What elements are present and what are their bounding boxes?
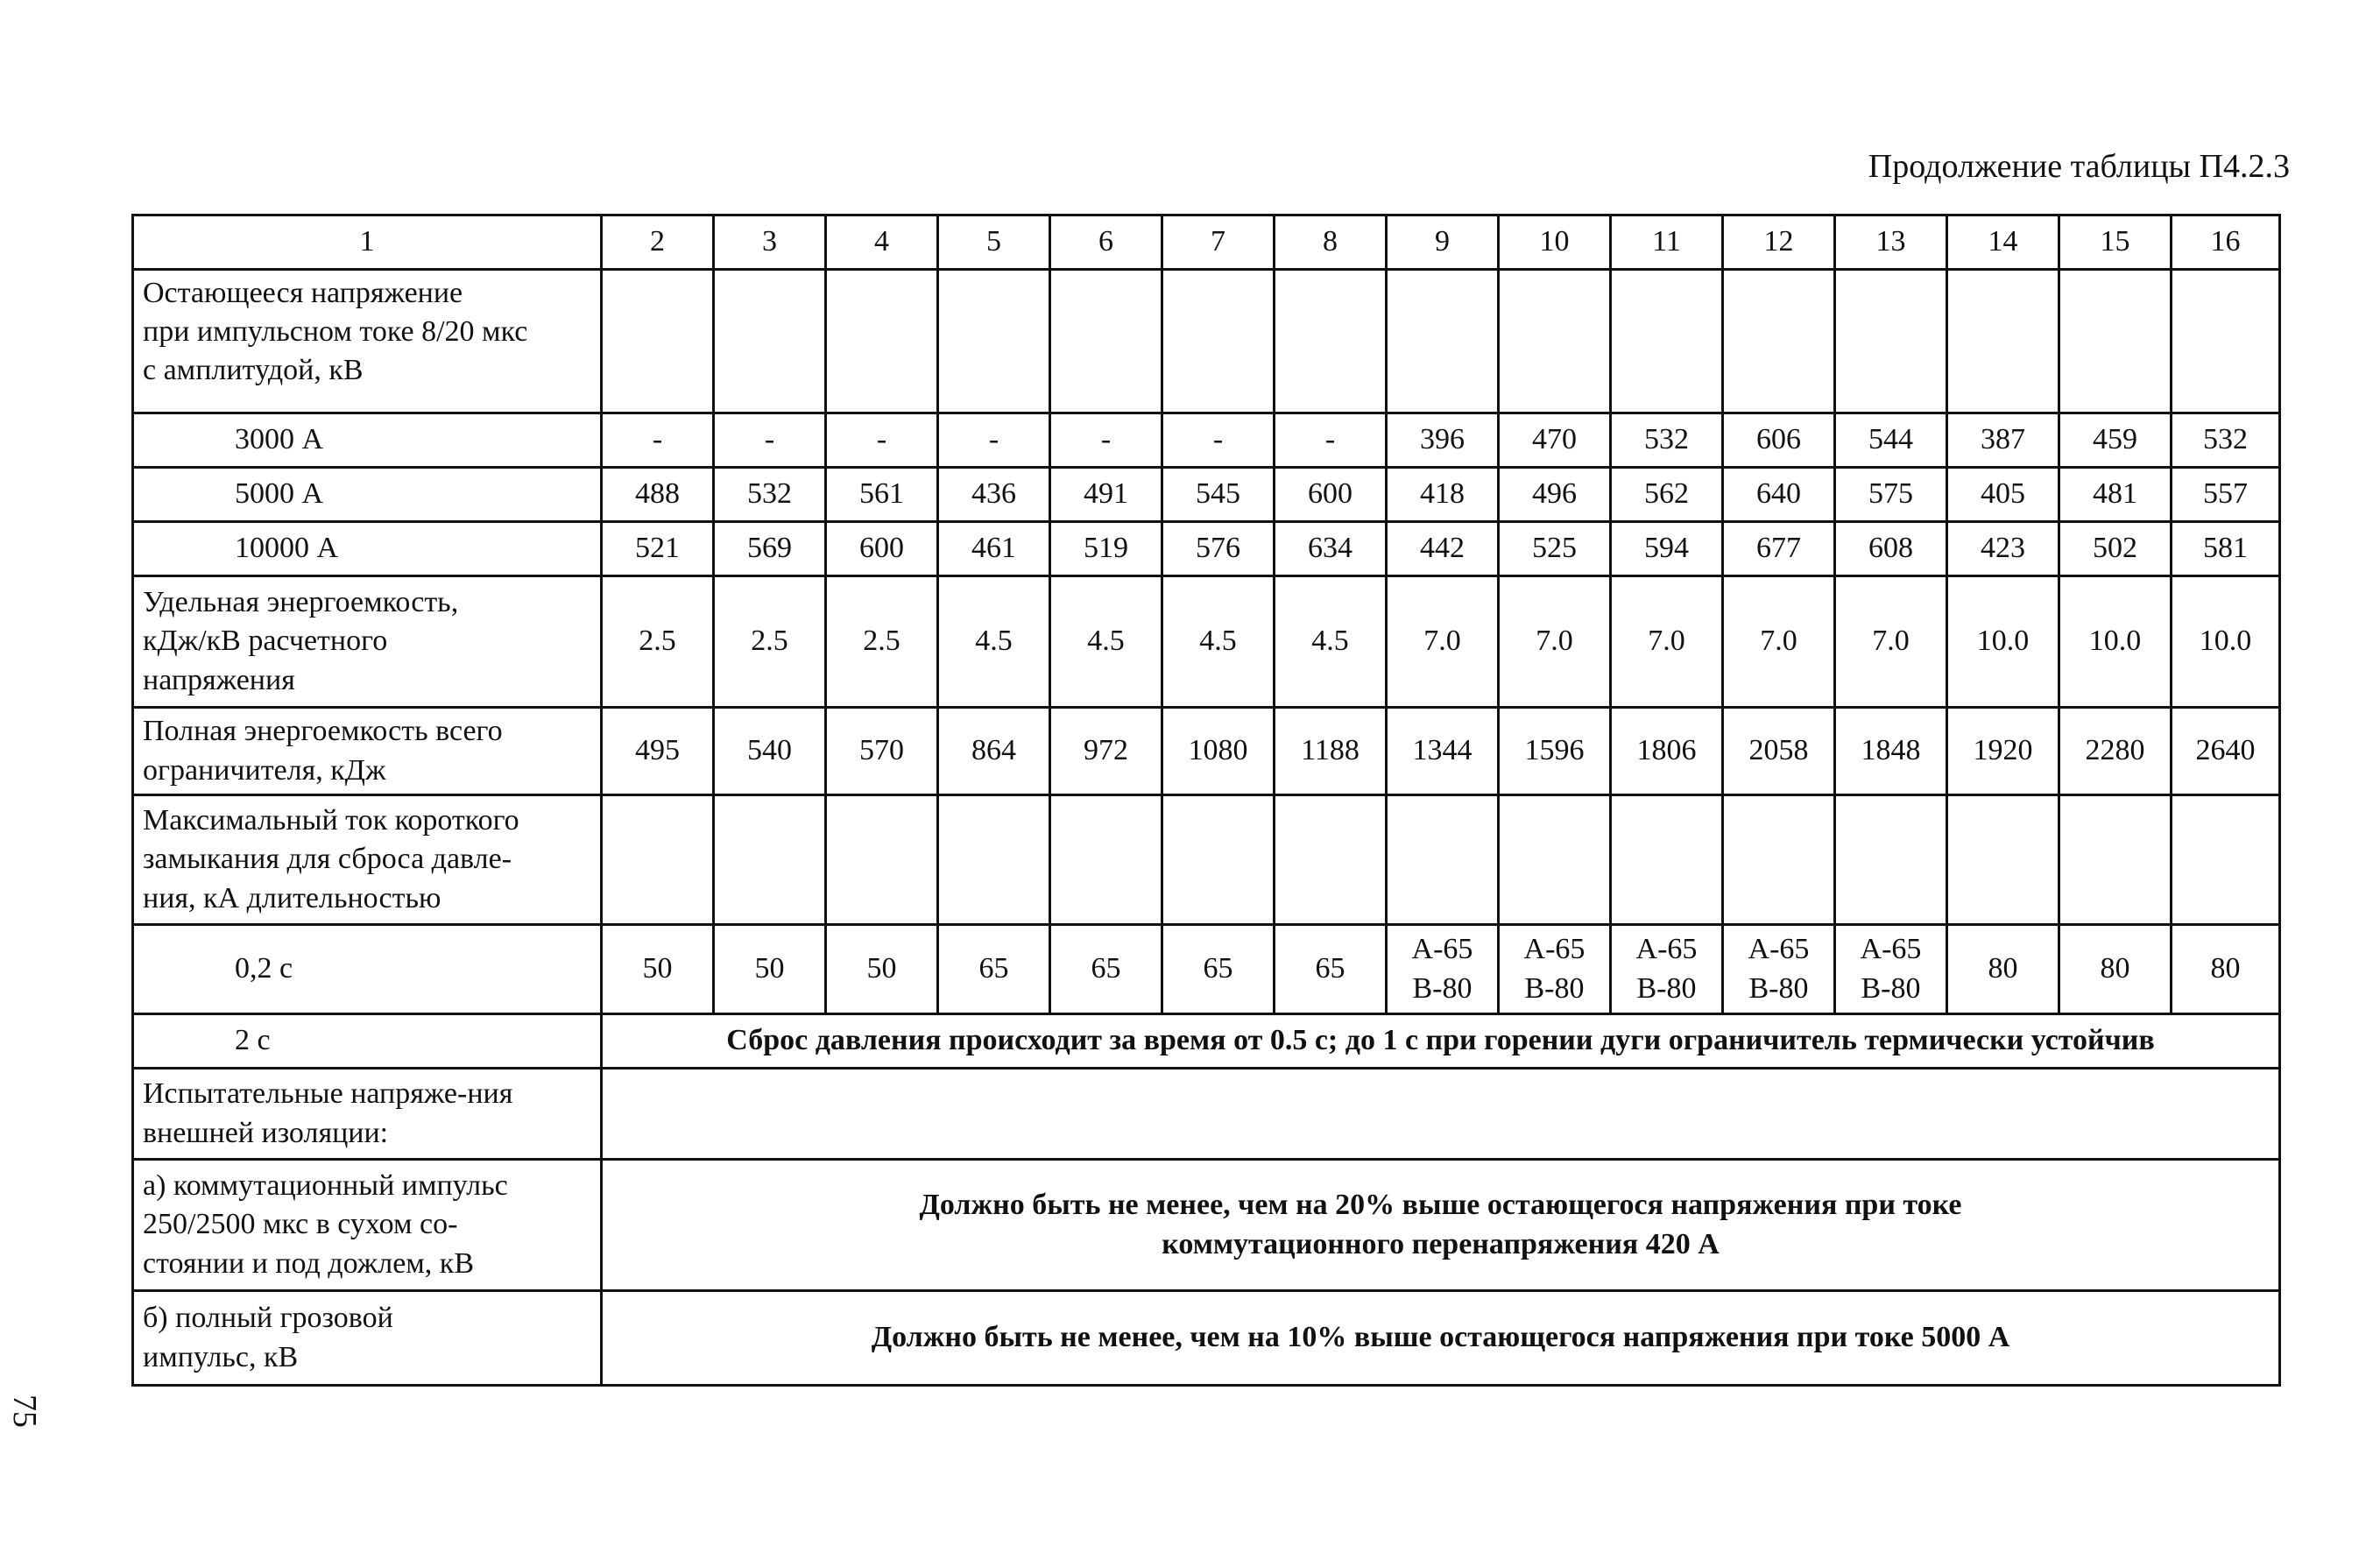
lightning-impulse-label-line: б) полный грозовой (143, 1302, 393, 1335)
residual-voltage-label-line: при импульсном токе 8/20 мкс (143, 315, 528, 349)
value-cell: 488 (602, 468, 714, 522)
value-cell: 65 (1162, 925, 1275, 1014)
value-cell: 600 (1275, 468, 1387, 522)
empty-cell (1387, 270, 1499, 413)
value-cell: 496 (1499, 468, 1611, 522)
column-number-10: 10 (1499, 215, 1611, 270)
short-circuit-02s-row (133, 925, 2280, 1014)
value-cell: 540 (714, 708, 826, 795)
column-number-12: 12 (1723, 215, 1835, 270)
specific-energy-label-line: кДж/кВ расчетного (143, 625, 388, 658)
switching-impulse-requirement (602, 1160, 2280, 1291)
value-cell: 544 (1835, 413, 1947, 468)
value-cell: 80 (2172, 925, 2280, 1014)
value-cell: 2.5 (602, 576, 714, 708)
value-cell: 606 (1723, 413, 1835, 468)
value-cell: - (1162, 413, 1275, 468)
value-cell: 502 (2059, 522, 2172, 576)
empty-cell (1050, 270, 1162, 413)
empty-cell (1275, 795, 1387, 925)
current-label: 5000 А (133, 468, 602, 522)
column-number-14: 14 (1947, 215, 2059, 270)
value-cell: А-65 В-80 (1723, 925, 1835, 1014)
empty-cell (2172, 270, 2280, 413)
value-cell: 4.5 (1275, 576, 1387, 708)
short-circuit-label (133, 795, 602, 925)
column-number-7: 7 (1162, 215, 1275, 270)
value-cell: 594 (1611, 522, 1723, 576)
empty-cell (1387, 795, 1499, 925)
residual-voltage-header-row (133, 270, 2280, 413)
empty-cell (1275, 270, 1387, 413)
empty-cell (714, 795, 826, 925)
value-cell: 569 (714, 522, 826, 576)
column-number-11: 11 (1611, 215, 1723, 270)
value-cell: 561 (826, 468, 938, 522)
value-cell: 80 (2059, 925, 2172, 1014)
short-circuit-2s-row (133, 1014, 2280, 1069)
duration-label: 2 с (133, 1014, 602, 1069)
value-cell: 1188 (1275, 708, 1387, 795)
residual-voltage-label-line: с амплитудой, кВ (143, 354, 364, 387)
switching-impulse-label-line: стоянии и под дожлем, кВ (143, 1246, 475, 1280)
empty-cell (1050, 795, 1162, 925)
switching-impulse-label-line: а) коммутационный импульс (143, 1169, 508, 1203)
value-cell: 423 (1947, 522, 2059, 576)
residual-voltage-row (133, 522, 2280, 576)
specific-energy-label (133, 576, 602, 708)
empty-cell (1723, 270, 1835, 413)
empty-merged-cell (602, 1069, 2280, 1160)
value-cell: - (714, 413, 826, 468)
switching-impulse-label-line: 250/2500 мкс в сухом со- (143, 1208, 458, 1241)
value-cell: - (938, 413, 1050, 468)
table-continuation-caption: Продолжение таблицы П4.2.3 (1868, 148, 2290, 185)
short-circuit-label-line: Максимальный ток короткого (143, 804, 519, 837)
lightning-impulse-row (133, 1291, 2280, 1386)
value-cell: - (602, 413, 714, 468)
header-row (133, 215, 2280, 270)
value-cell: 2058 (1723, 708, 1835, 795)
column-number-6: 6 (1050, 215, 1162, 270)
empty-cell (1723, 795, 1835, 925)
value-cell: 570 (826, 708, 938, 795)
arrester-parameters-table (131, 214, 2281, 1387)
value-cell: - (1050, 413, 1162, 468)
value-cell: 4.5 (938, 576, 1050, 708)
value-cell: 1596 (1499, 708, 1611, 795)
value-cell: 2280 (2059, 708, 2172, 795)
empty-cell (1499, 270, 1611, 413)
lightning-impulse-requirement: Должно быть не менее, чем на 10% выше остающегося напряжения при токе 5000 А (602, 1291, 2280, 1386)
value-cell: 562 (1611, 468, 1723, 522)
test-voltage-label-line: Испытательные напряже-ния (143, 1077, 513, 1111)
empty-cell (602, 270, 714, 413)
value-cell: 65 (1275, 925, 1387, 1014)
value-cell: 10.0 (2172, 576, 2280, 708)
total-energy-label (133, 708, 602, 795)
value-cell: 545 (1162, 468, 1275, 522)
empty-cell (938, 270, 1050, 413)
empty-cell (2059, 795, 2172, 925)
empty-cell (1611, 795, 1723, 925)
value-cell: 4.5 (1162, 576, 1275, 708)
column-number-15: 15 (2059, 215, 2172, 270)
value-cell: 481 (2059, 468, 2172, 522)
value-cell: 521 (602, 522, 714, 576)
value-cell: 442 (1387, 522, 1499, 576)
value-cell: 436 (938, 468, 1050, 522)
empty-cell (1835, 270, 1947, 413)
value-cell: 65 (938, 925, 1050, 1014)
value-cell: 396 (1387, 413, 1499, 468)
empty-cell (1162, 270, 1275, 413)
value-cell: 80 (1947, 925, 2059, 1014)
test-voltage-header-row (133, 1069, 2280, 1160)
value-cell: 600 (826, 522, 938, 576)
value-cell: 608 (1835, 522, 1947, 576)
value-cell: 470 (1499, 413, 1611, 468)
empty-cell (1162, 795, 1275, 925)
empty-cell (602, 795, 714, 925)
column-number-9: 9 (1387, 215, 1499, 270)
test-voltage-label (133, 1069, 602, 1160)
value-cell: 972 (1050, 708, 1162, 795)
current-label: 10000 А (133, 522, 602, 576)
empty-cell (2172, 795, 2280, 925)
value-cell: - (826, 413, 938, 468)
empty-cell (938, 795, 1050, 925)
total-energy-label-line: Полная энергоемкость всего (143, 715, 503, 748)
value-cell: 10.0 (1947, 576, 2059, 708)
lightning-impulse-label (133, 1291, 602, 1386)
empty-cell (1611, 270, 1723, 413)
current-label: 3000 А (133, 413, 602, 468)
switching-impulse-label (133, 1160, 602, 1291)
empty-cell (2059, 270, 2172, 413)
value-cell: 581 (2172, 522, 2280, 576)
value-cell: 7.0 (1835, 576, 1947, 708)
value-cell: 640 (1723, 468, 1835, 522)
empty-cell (714, 270, 826, 413)
value-cell: А-65 В-80 (1499, 925, 1611, 1014)
short-circuit-label-line: замыкания для сброса давле- (143, 843, 512, 876)
value-cell: 7.0 (1723, 576, 1835, 708)
value-cell: 10.0 (2059, 576, 2172, 708)
specific-energy-label-line: Удельная энергоемкость, (143, 586, 459, 619)
value-cell: 65 (1050, 925, 1162, 1014)
value-cell: 532 (1611, 413, 1723, 468)
value-cell: 50 (602, 925, 714, 1014)
residual-voltage-label-line: Остающееся напряжение (143, 277, 463, 309)
value-cell: 405 (1947, 468, 2059, 522)
test-voltage-label-line: внешней изоляции: (143, 1116, 389, 1149)
column-number-8: 8 (1275, 215, 1387, 270)
residual-voltage-row (133, 413, 2280, 468)
empty-cell (1499, 795, 1611, 925)
value-cell: 557 (2172, 468, 2280, 522)
value-cell: 50 (714, 925, 826, 1014)
value-cell: 491 (1050, 468, 1162, 522)
column-number-13: 13 (1835, 215, 1947, 270)
column-number-4: 4 (826, 215, 938, 270)
value-cell: 1848 (1835, 708, 1947, 795)
column-number-3: 3 (714, 215, 826, 270)
value-cell: 387 (1947, 413, 2059, 468)
value-cell: 525 (1499, 522, 1611, 576)
value-cell: 495 (602, 708, 714, 795)
value-cell: 2640 (2172, 708, 2280, 795)
value-cell: 1080 (1162, 708, 1275, 795)
switching-impulse-requirement-line: коммутационного перенапряжения 420 А (1162, 1227, 1720, 1260)
value-cell: - (1275, 413, 1387, 468)
column-number-2: 2 (602, 215, 714, 270)
value-cell: 634 (1275, 522, 1387, 576)
column-number-1: 1 (133, 215, 602, 270)
value-cell: 1806 (1611, 708, 1723, 795)
value-cell: 7.0 (1611, 576, 1723, 708)
residual-voltage-row (133, 468, 2280, 522)
value-cell: А-65 В-80 (1611, 925, 1723, 1014)
value-cell: 461 (938, 522, 1050, 576)
column-number-5: 5 (938, 215, 1050, 270)
value-cell: 576 (1162, 522, 1275, 576)
total-energy-label-line: ограничителя, кДж (143, 753, 386, 787)
value-cell: 532 (2172, 413, 2280, 468)
short-circuit-header-row (133, 795, 2280, 925)
value-cell: 519 (1050, 522, 1162, 576)
value-cell: 1344 (1387, 708, 1499, 795)
pressure-release-note: Сброс давления происходит за время от 0.5 с; до 1 с при горении дуги ограничитель термически устойчив (602, 1014, 2280, 1069)
empty-cell (1947, 270, 2059, 413)
empty-cell (1835, 795, 1947, 925)
switching-impulse-requirement-line: Должно быть не менее, чем на 20% выше остающегося напряжения при токе (919, 1189, 1962, 1222)
column-number-16: 16 (2172, 215, 2280, 270)
empty-cell (826, 270, 938, 413)
short-circuit-label-line: ния, кА длительностью (143, 881, 441, 914)
value-cell: 1920 (1947, 708, 2059, 795)
value-cell: 2.5 (714, 576, 826, 708)
value-cell: 418 (1387, 468, 1499, 522)
value-cell: 2.5 (826, 576, 938, 708)
switching-impulse-row (133, 1160, 2280, 1291)
lightning-impulse-label-line: импульс, кВ (143, 1340, 299, 1373)
value-cell: 532 (714, 468, 826, 522)
empty-cell (1947, 795, 2059, 925)
value-cell: 50 (826, 925, 938, 1014)
value-cell: 7.0 (1499, 576, 1611, 708)
duration-label: 0,2 с (133, 925, 602, 1014)
page-number: 75 (6, 1394, 43, 1428)
value-cell: А-65 В-80 (1387, 925, 1499, 1014)
value-cell: 575 (1835, 468, 1947, 522)
value-cell: 677 (1723, 522, 1835, 576)
value-cell: 864 (938, 708, 1050, 795)
specific-energy-label-line: напряжения (143, 663, 295, 696)
value-cell: А-65 В-80 (1835, 925, 1947, 1014)
residual-voltage-label (133, 270, 602, 413)
empty-cell (826, 795, 938, 925)
specific-energy-row (133, 576, 2280, 708)
total-energy-row (133, 708, 2280, 795)
value-cell: 4.5 (1050, 576, 1162, 708)
value-cell: 7.0 (1387, 576, 1499, 708)
value-cell: 459 (2059, 413, 2172, 468)
